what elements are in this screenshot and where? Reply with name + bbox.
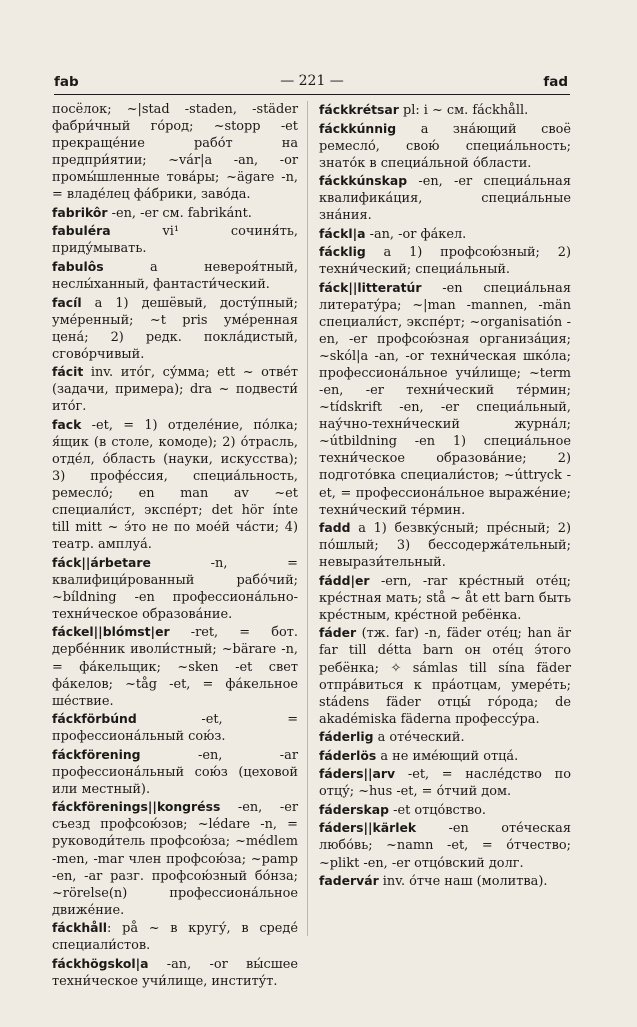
dictionary-entry: fáckhögskol|a -an, -or вы́сшее техни́ческое учи́лище, институ́т.	[52, 955, 298, 989]
dictionary-entry: fadd a 1) безвку́сный; пре́сный; 2) по́шлый; 3) бессодержа́тельный; невырази́тельный.	[319, 520, 571, 571]
headword: fáck||litteratúr	[319, 279, 422, 295]
dictionary-entry: facíl a 1) дешёвый, досту́пный; уме́ренный; ~t pris уме́ренная цена́; 2) редк. покла́дистый, сгово́рчивый.	[52, 294, 298, 362]
dictionary-entry: fáderlös a не име́ющий отца́.	[319, 747, 519, 764]
headword: fáckförenings||kongréss	[52, 799, 221, 815]
dictionary-entry: fabulôs a невероя́тный, неслы́ханный, фантасти́ческий.	[52, 258, 298, 292]
headword: fabuléra	[52, 223, 111, 239]
headword: fadd	[319, 520, 351, 536]
headword: fáckförening	[52, 746, 141, 762]
headword: fáders||arv	[319, 766, 396, 782]
headword: fack	[52, 416, 82, 432]
dictionary-entry: fáckkúnnig a зна́ющий своё ремесло́, свою́ специа́льность; знато́к в специа́льной о́бласти.	[319, 120, 571, 171]
page-header	[54, 72, 570, 95]
headword: fáderlig	[319, 729, 374, 745]
left-column	[52, 101, 298, 990]
headword: fáderlös	[319, 747, 377, 763]
headword: fáckförbúnd	[52, 711, 137, 727]
headword: fáckl|a	[319, 225, 366, 241]
headword: fabulôs	[52, 258, 104, 274]
dictionary-entry: fáckel||blómst|er -ret, = бот. дербе́нник иволи́стный; ~bärare -n, = фа́кельщик; ~sken -et свет фа́келов; ~tåg -et, = фа́кельное ше́ствие.	[52, 624, 298, 709]
dictionary-entry: fadervár inv. о́тче наш (молитва).	[319, 873, 548, 890]
right-guide-word: fad	[543, 74, 568, 90]
dictionary-entry: fádd|er -ern, -rar кре́стный оте́ц; кре́стная мать; stå ~ åt ett barn быть кре́стным, кре́стной ребёнка.	[319, 572, 571, 623]
dictionary-entry: fabrikôr -en, -er см. fabrikánt.	[52, 204, 252, 221]
dictionary-entry: fáderskap -et отцо́вство.	[319, 801, 487, 818]
headword: fácit	[52, 364, 84, 380]
left-guide-word: fab	[54, 74, 79, 90]
headword: facíl	[52, 294, 82, 310]
headword: fáckel||blómst|er	[52, 624, 170, 640]
dictionary-entry: fáder (тж. far) -n, fäder оте́ц; han är far till détta barn он оте́ц э́того ребёнка; ✧ sámlas till sína fäder отпра́виться к пра́отцам, умере́ть; stádens fäder отцы́ го́рода; de akadémiska fäderna профессу́ра.	[319, 625, 571, 727]
headword: fáderskap	[319, 801, 389, 817]
dictionary-entry: fáckhåll: på ~ в кругу́, в среде́ специали́стов.	[52, 920, 298, 954]
dictionary-entry: fácklig a 1) профсою́зный; 2) техни́ческий; специа́льный.	[319, 244, 571, 278]
column-divider	[307, 101, 308, 936]
headword: fáckhögskol|a	[52, 955, 149, 971]
dictionary-entry: fáck||árbetare -n, = квалифици́рованный рабо́чий; ~bíldning -en профессиона́льно-техни́ческое образова́ние.	[52, 554, 298, 622]
dictionary-entry: fack -et, = 1) отделе́ние, по́лка; я́щик (в столе, комоде); 2) о́трасль, отде́л, о́бласть (науки, искусства); 3) профе́ссия, специа́льность, ремесло́; en man av ~et специали́ст, экспе́рт; det hör ínte till mitt ~ э́то не по мое́й ча́сти; 4) театр. амплуа́.	[52, 416, 298, 553]
headword: fáder	[319, 625, 357, 641]
dictionary-entry: fáderlig a оте́ческий.	[319, 729, 465, 746]
dictionary-entry: fáck||litteratúr -en специа́льная литерату́ра; ~|man -mannen, -män специали́ст, экспе́рт; ~organisatión -en, -er профсою́зная организа́ция; ~skól|a -an, -or техни́ческая шко́ла; профессиона́льное учи́лище; ~term -en, -er техни́ческий те́рмин; ~tídskrift -en, -er специа́льный, нау́чно-техни́ческий журна́л; ~útbildning -en 1) специа́льное техни́ческое образова́ние; 2) подгото́вка специали́стов; ~úttryck -et, = профессиона́льное выраже́ние; техни́ческий те́рмин.	[319, 279, 571, 518]
headword: fáckhåll	[52, 920, 108, 936]
headword: fáck||árbetare	[52, 554, 151, 570]
headword: fáders||kärlek	[319, 820, 417, 836]
dictionary-entry: fabuléra vi¹ сочиня́ть, приду́мывать.	[52, 223, 298, 257]
dictionary-entry: посёлок; ~|stad -staden, -städer фабри́чный го́род; ~stopp -et прекраще́ние рабо́т на предпри́ятии; ~vár|a -an, -or промы́шленные това́ры; ~ägare -n, = владе́лец фа́брики, заво́да.	[52, 102, 298, 203]
headword: fáckkúnnig	[319, 120, 397, 136]
dictionary-entry: fáckförbúnd -et, = профессиона́льный сою́з.	[52, 711, 298, 745]
dictionary-entry: fáders||arv -et, = насле́дство по отцу́; ~hus -et, = о́тчий дом.	[319, 766, 571, 800]
headword: fáckkrétsar	[319, 102, 399, 117]
dictionary-entry: fáders||kärlek -en оте́ческая любо́вь; ~namn -et, = о́тчество; ~plikt -en, -er отцо́вский долг.	[319, 820, 571, 871]
headword: fabrikôr	[52, 204, 108, 220]
headword: fácklig	[319, 244, 366, 260]
headword: fadervár	[319, 873, 379, 889]
page-number: — 221 —	[280, 73, 344, 89]
headword: fádd|er	[319, 572, 370, 588]
headword: fáckkúnskap	[319, 173, 408, 189]
dictionary-entry: fáckkrétsar pl: i ~ см. fáckhåll.	[319, 102, 529, 118]
dictionary-entry: fáckförenings||kongréss -en, -er съезд профсою́зов; ~lédare -n, = руководи́тель профсою́за; ~médlem -men, -mar член профсою́за; ~pamp -en, -ar разг. профсою́зный бо́нза; ~rörelse(n) профессиона́льное движе́ние.	[52, 799, 298, 918]
dictionary-entry: fáckl|a -an, -or фа́кел.	[319, 225, 467, 242]
dictionary-entry: fáckkúnskap -en, -er специа́льная квалифика́ция, специа́льные зна́ния.	[319, 173, 571, 224]
right-column	[319, 101, 571, 891]
dictionary-entry: fácit inv. ито́г, су́мма; ett ~ отве́т (задачи, примера); dra ~ подвести́ ито́г.	[52, 364, 298, 415]
dictionary-entry: fáckförening -en, -ar профессиона́льный сою́з (цеховой или местный).	[52, 746, 298, 797]
